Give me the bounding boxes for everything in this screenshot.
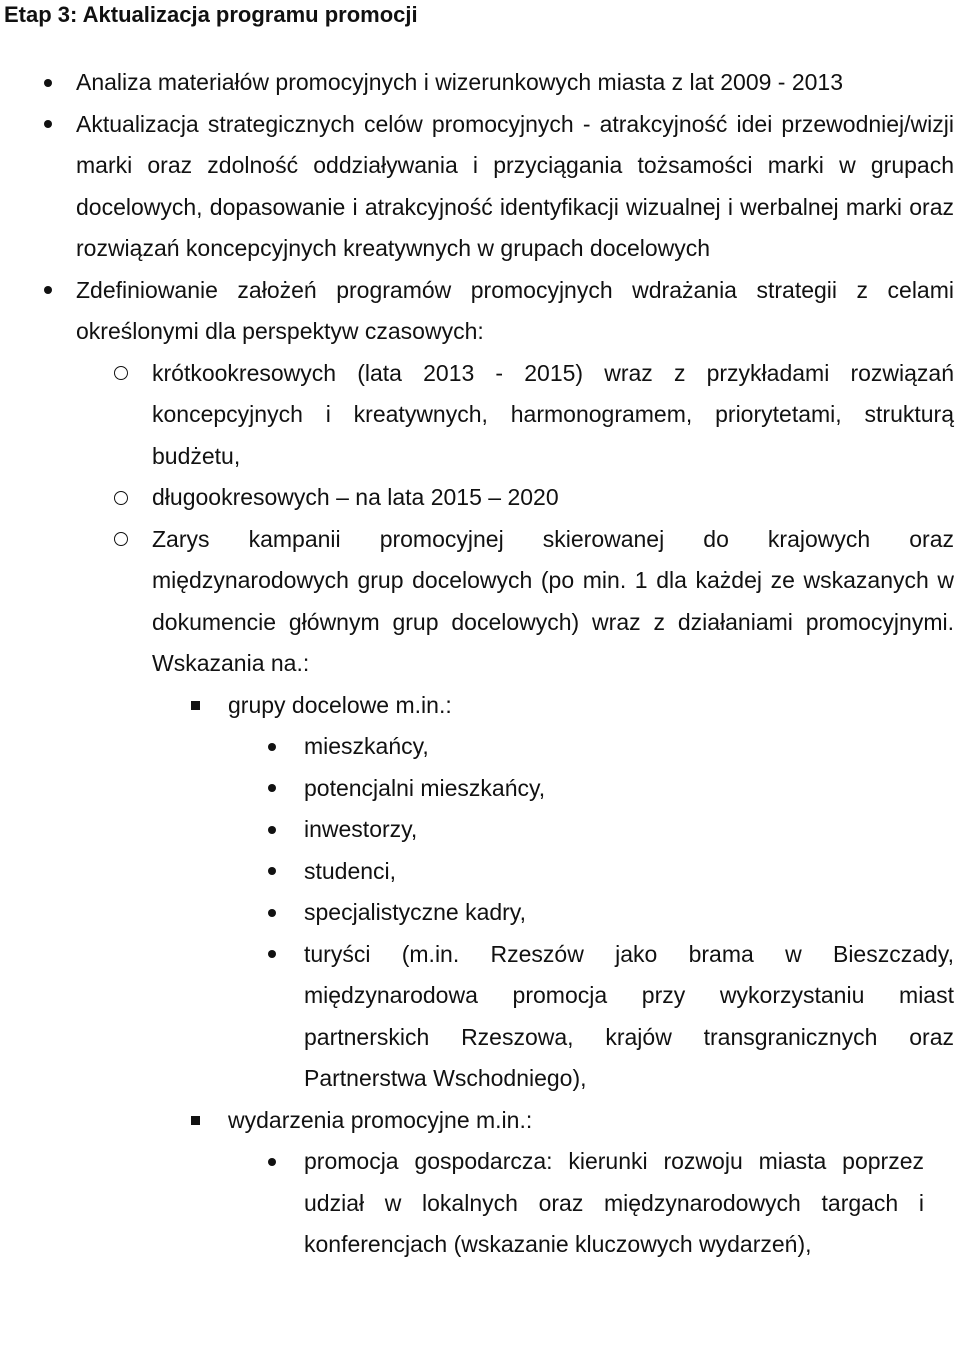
indications-list xyxy=(152,685,954,1266)
bullet-icon xyxy=(262,1141,282,1183)
target-group-text: studenci, xyxy=(304,857,397,884)
sub-list-item-text: długookresowych – na lata 2015 – 2020 xyxy=(152,484,559,510)
circle-bullet-icon xyxy=(76,519,152,561)
circle-bullet-icon xyxy=(76,477,152,519)
circle-bullet-icon xyxy=(76,353,152,395)
sub-list-item-text: Zarys kampanii promocyjnej skierowanej do krajowych oraz międzynarodowych grup docelowych (po min. 1 dla każdej ze wskazanych w dokumencie głównym grup docelowych) wraz z działaniami promocyjnymi. Wskazania na.: xyxy=(152,525,954,676)
events-list xyxy=(228,1141,954,1266)
square-bullet-icon xyxy=(188,685,202,727)
sub-list xyxy=(148,353,954,1266)
target-group-text: potencjalni mieszkańcy, xyxy=(304,774,546,801)
sub-list-item xyxy=(76,519,954,1266)
bullet-icon xyxy=(262,768,282,810)
target-group-text: mieszkańcy, xyxy=(304,733,429,759)
bullet-icon xyxy=(38,270,58,312)
list-item xyxy=(4,270,960,1266)
indication-item xyxy=(152,685,954,1100)
bullet-icon xyxy=(262,809,282,851)
square-bullet-icon xyxy=(188,1100,202,1142)
sub-list-item xyxy=(76,477,954,519)
sub-list-item-text: krótkookresowych (lata 2013 - 2015) wraz z przykładami rozwiązań koncepcyjnych i kreatywnych, harmonogramem, priorytetami, strukturą budżetu, xyxy=(152,359,954,469)
target-group-text: specjalistyczne kadry, xyxy=(304,899,526,925)
target-group-item xyxy=(228,768,954,810)
sub-list-item xyxy=(76,353,954,478)
list-item-text: Zdefiniowanie założeń programów promocyjnych wdrażania strategii z celami określonymi dla perspektyw czasowych: xyxy=(76,276,954,344)
target-group-item xyxy=(228,809,954,851)
target-group-text: inwestorzy, xyxy=(304,816,418,842)
event-text: promocja gospodarcza: kierunki rozwoju miasta poprzez udział w lokalnych oraz międzynarodowych targach i konferencjach (wskazanie kluczowych wydarzeń), xyxy=(304,1148,924,1257)
bullet-icon xyxy=(262,851,282,893)
indication-item xyxy=(152,1100,954,1266)
bullet-icon xyxy=(38,62,58,104)
target-group-item xyxy=(228,726,954,768)
target-group-text: turyści (m.in. Rzeszów jako brama w Bieszczady, międzynarodowa promocja przy wykorzystaniu miast partnerskich Rzeszowa, krajów transgranicznych oraz Partnerstwa Wschodniego), xyxy=(304,940,954,1091)
list-item xyxy=(4,104,960,270)
target-group-item xyxy=(228,892,954,934)
list-item-text: Analiza materiałów promocyjnych i wizerunkowych miasta z lat 2009 - 2013 xyxy=(76,69,844,95)
indication-label: grupy docelowe m.in.: xyxy=(228,691,452,718)
bullet-icon xyxy=(38,104,58,146)
target-groups-list xyxy=(228,726,954,1100)
target-group-item xyxy=(228,934,954,1100)
list-item-text: Aktualizacja strategicznych celów promocyjnych - atrakcyjność idei przewodniej/wizji marki oraz zdolność oddziaływania i przyciągania tożsamości marki w grupach docelowych, dopasowanie i atrakcyjność identyfikacji wizualnej i werbalnej marki oraz rozwiązań koncepcyjnych kreatywnych w grupach docelowych xyxy=(76,110,954,261)
list-item xyxy=(4,62,960,104)
indication-label: wydarzenia promocyjne m.in.: xyxy=(228,1106,533,1133)
bullet-icon xyxy=(262,934,282,976)
section-title: Etap 3: Aktualizacja programu promocji xyxy=(4,2,418,27)
main-list xyxy=(4,62,960,1266)
bullet-icon xyxy=(262,892,282,934)
bullet-icon xyxy=(262,726,282,768)
event-item xyxy=(228,1141,954,1266)
target-group-item xyxy=(228,851,954,893)
